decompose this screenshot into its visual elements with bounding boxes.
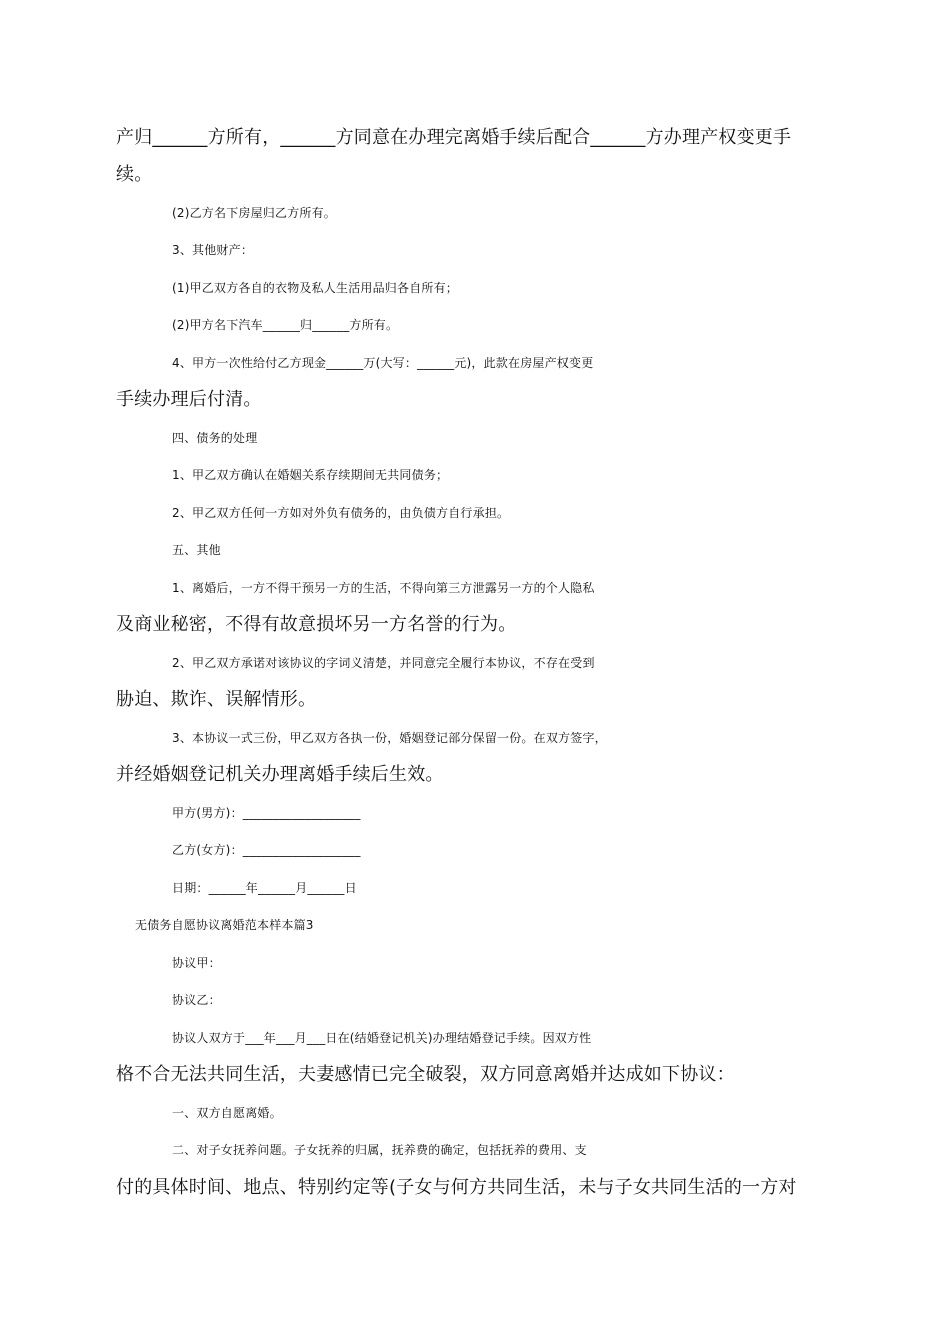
text-line: 胁迫、欺诈、误解情形。 xyxy=(116,689,317,710)
section-heading: 四、债务的处理 xyxy=(172,431,258,445)
text-line: 二、对子女抚养问题。子女抚养的归属，抚养费的确定，包括抚养的费用、支 xyxy=(172,1143,587,1157)
text-line: 手续办理后付清。 xyxy=(116,389,262,410)
text-line: 1、甲乙双方确认在婚姻关系存续期间无共同债务； xyxy=(172,468,449,482)
text-line: 2、甲乙双方承诺对该协议的字词义清楚，并同意完全履行本协议，不存在受到 xyxy=(172,656,595,670)
text-line: 3、本协议一式三份，甲乙双方各执一份，婚姻登记部分保留一份。在双方签字， xyxy=(172,731,607,745)
section-title: 无债务自愿协议离婚范本样本篇3 xyxy=(135,918,314,932)
text-line: 协议乙： xyxy=(172,993,221,1007)
text-line: 协议人双方于___年___月___日在(结婚登记机关)办理结婚登记手续。因双方性 xyxy=(172,1031,592,1045)
signature-line-party-b: 乙方(女方)：___________________ xyxy=(172,843,361,857)
text-line: 1、离婚后，一方不得干预另一方的生活，不得向第三方泄露另一方的个人隐私 xyxy=(172,581,595,595)
signature-line-party-a: 甲方(男方)：___________________ xyxy=(172,806,361,820)
text-line: (2)甲方名下汽车______归______方所有。 xyxy=(172,318,399,332)
text-line: 一、双方自愿离婚。 xyxy=(172,1106,282,1120)
text-line: 产归______方所有，______方同意在办理完离婚手续后配合______方办理产权变更手 xyxy=(116,127,792,148)
text-line: (1)甲乙双方各自的衣物及私人生活用品归各自所有； xyxy=(172,281,458,295)
text-line: 格不合无法共同生活，夫妻感情已完全破裂，双方同意离婚并达成如下协议： xyxy=(116,1064,735,1085)
text-line: 及商业秘密，不得有故意损坏另一方名誉的行为。 xyxy=(116,614,517,635)
text-line: 续。 xyxy=(116,164,153,185)
date-line: 日期：______年______月______日 xyxy=(172,881,357,895)
text-line: 付的具体时间、地点、特别约定等(子女与何方共同生活，未与子女共同生活的一方对 xyxy=(116,1177,797,1198)
text-line: (2)乙方名下房屋归乙方所有。 xyxy=(172,206,336,220)
text-line: 协议甲： xyxy=(172,956,221,970)
text-line: 2、甲乙双方任何一方如对外负有债务的，由负债方自行承担。 xyxy=(172,506,510,520)
text-line: 并经婚姻登记机关办理离婚手续后生效。 xyxy=(116,764,444,785)
text-line: 3、其他财产： xyxy=(172,243,254,257)
text-line: 4、甲方一次性给付乙方现金______万(大写：______元)，此款在房屋产权变更 xyxy=(172,356,594,370)
section-heading: 五、其他 xyxy=(172,543,221,557)
